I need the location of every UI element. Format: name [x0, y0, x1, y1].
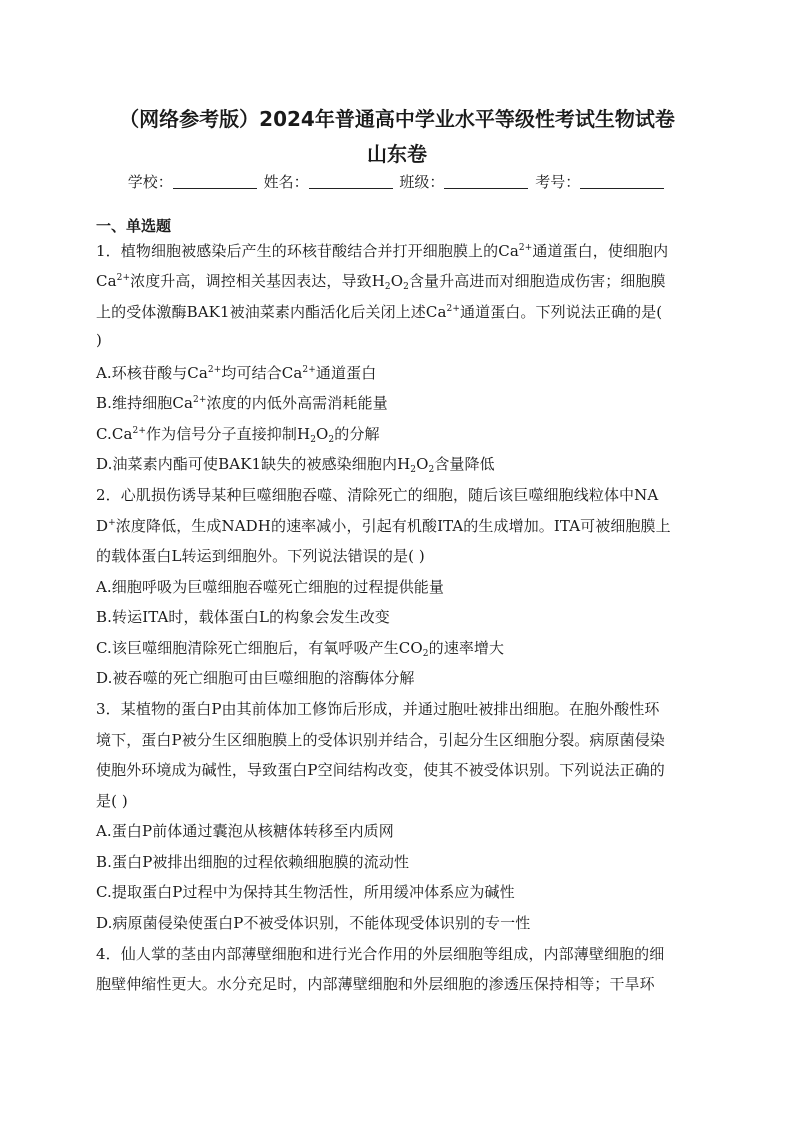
school-label: 学校：	[127, 173, 173, 191]
question-4-line: 4．仙人掌的茎由内部薄壁细胞和进行光合作用的外层细胞等组成，内部薄壁细胞的细	[96, 945, 665, 963]
option-d: D.油菜素内酯可使BAK1缺失的被感染细胞内$H_2O_2$含量降低	[96, 455, 495, 475]
question-2-line: D+浓度降低，生成NADH的速率减小，引起有机酸ITA的生成增加。ITA可被细胞膜上	[96, 517, 671, 535]
option-c: $C.Ca^{2+}$作为信号分子直接抑制$H_2O_2$的分解	[96, 425, 380, 445]
page-subtitle: 山东卷	[367, 142, 427, 166]
question-2-line: 2．心肌损伤诱导某种巨噬细胞吞噬、清除死亡的细胞，随后该巨噬细胞线粒体中NA	[96, 486, 659, 504]
option-d: D.被吞噬的死亡细胞可由巨噬细胞的溶酶体分解	[96, 669, 415, 687]
option-b: B.维持细胞$Ca^{2+}$浓度的内低外高需消耗能量	[96, 394, 388, 412]
option-d: D.病原菌侵染使蛋白P不被受体识别，不能体现受体识别的专一性	[96, 914, 531, 932]
option-c: C.该巨噬细胞清除死亡细胞后，有氧呼吸产生$CO_2$的速率增大	[96, 639, 505, 659]
class-label: 班级：	[399, 173, 445, 191]
question-1-line: 1．植物细胞被感染后产生的环核苷酸结合并打开细胞膜上的$Ca^{2+}$通道蛋白，使细胞内	[96, 242, 669, 260]
exam-no-label: 考号：	[535, 173, 581, 191]
name-label: 姓名：	[263, 173, 309, 191]
student-info-row	[0, 171, 794, 192]
question-2-line: 的载体蛋白L转运到细胞外。下列说法错误的是( )	[96, 547, 425, 565]
class-field[interactable]	[444, 174, 528, 189]
name-field[interactable]	[309, 174, 393, 189]
option-b: B.转运ITA时，载体蛋白L的构象会发生改变	[96, 608, 390, 626]
option-a: A.蛋白P前体通过囊泡从核糖体转移至内质网	[96, 822, 394, 840]
option-a: A.环核苷酸与$Ca^{2+}$均可结合$Ca^{2+}$通道蛋白	[96, 364, 377, 382]
question-3-line: 3．某植物的蛋白P由其前体加工修饰后形成，并通过胞吐被排出细胞。在胞外酸性环	[96, 700, 660, 718]
question-3-line: 境下，蛋白P被分生区细胞膜上的受体识别并结合，引起分生区细胞分裂。病原菌侵染	[96, 731, 665, 749]
option-b: B.蛋白P被排出细胞的过程依赖细胞膜的流动性	[96, 853, 410, 871]
option-c: C.提取蛋白P过程中为保持其生物活性，所用缓冲体系应为碱性	[96, 883, 515, 901]
question-1-line: )	[96, 331, 102, 349]
question-3-line: 是( )	[96, 792, 128, 810]
school-field[interactable]	[173, 174, 257, 189]
question-4-line: 胞壁伸缩性更大。水分充足时，内部薄壁细胞和外层细胞的渗透压保持相等；干旱环	[96, 975, 655, 993]
page-title: （网络参考版）2024年普通高中学业水平等级性考试生物试卷	[119, 107, 675, 131]
exam-no-field[interactable]	[580, 174, 664, 189]
question-1-line: 上的受体激酶BAK1被油菜素内酯活化后关闭上述$Ca^{2+}$通道蛋白。下列说法正确的是(	[96, 303, 663, 321]
section-heading: 一、单选题	[96, 217, 172, 235]
question-3-line: 使胞外环境成为碱性，导致蛋白P空间结构改变，使其不被受体识别。下列说法正确的	[96, 761, 665, 779]
option-a: A.细胞呼吸为巨噬细胞吞噬死亡细胞的过程提供能量	[96, 578, 445, 596]
question-1-line: $Ca^{2+}$浓度升高，调控相关基因表达，导致$H_2O_2$含量升高进而对细胞造成伤害；细胞膜	[96, 272, 666, 292]
